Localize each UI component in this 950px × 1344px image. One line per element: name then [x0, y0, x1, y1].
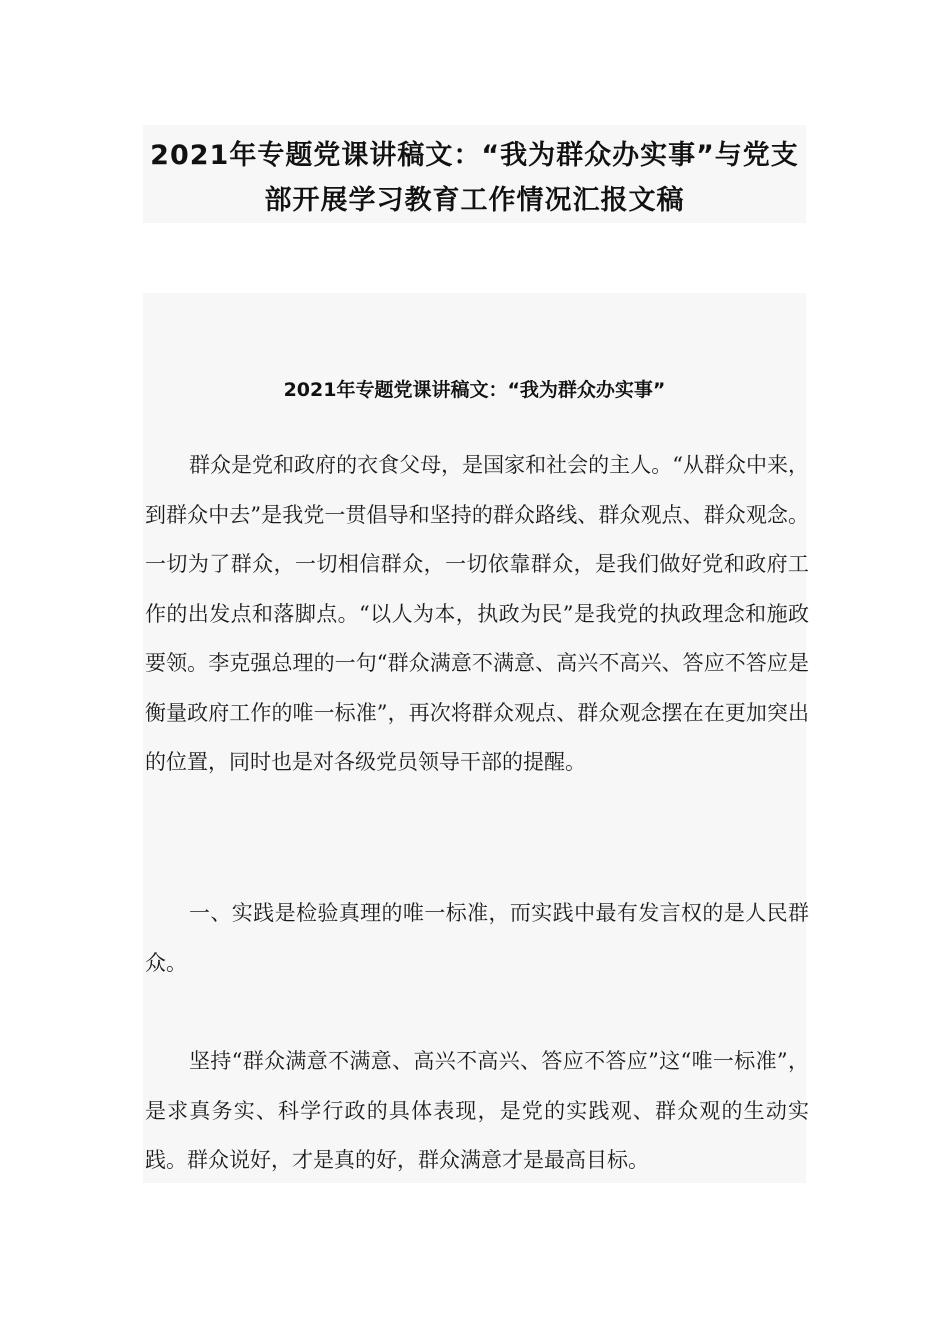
content-block: [143, 293, 809, 1183]
paragraph-intro: 群众是党和政府的衣食父母，是国家和社会的主人。“从群众中来，到群众中去”是我党一贯倡导和坚持的群众路线、群众观点、群众观念。一切为了群众，一切相信群众，一切依靠群众，是我们做好党和政府工作的出发点和落脚点。“以人为本，执政为民”是我党的执政理念和施政要领。李克强总理的一句“群众满意不满意、高兴不高兴、答应不答应是衡量政府工作的唯一标准”，再次将群众观点、群众观念摆在在更加突出的位置，同时也是对各级党员领导干部的提醒。: [145, 453, 809, 774]
paragraph-point-one: 一、实践是检验真理的唯一标准，而实践中最有发言权的是人民群众。: [145, 901, 809, 975]
title-block: [143, 125, 806, 223]
section-heading: 2021年专题党课讲稿文：“我为群众办实事”: [283, 379, 666, 401]
paragraph-standard: 坚持“群众满意不满意、高兴不高兴、答应不答应”这“唯一标准”，是求真务实、科学行政的具体表现，是党的实践观、群众观的生动实践。群众说好，才是真的好，群众满意才是最高目标。: [145, 1049, 809, 1172]
document-title: 2021年专题党课讲稿文：“我为群众办实事”与党支部开展学习教育工作情况汇报文稿: [150, 140, 799, 216]
